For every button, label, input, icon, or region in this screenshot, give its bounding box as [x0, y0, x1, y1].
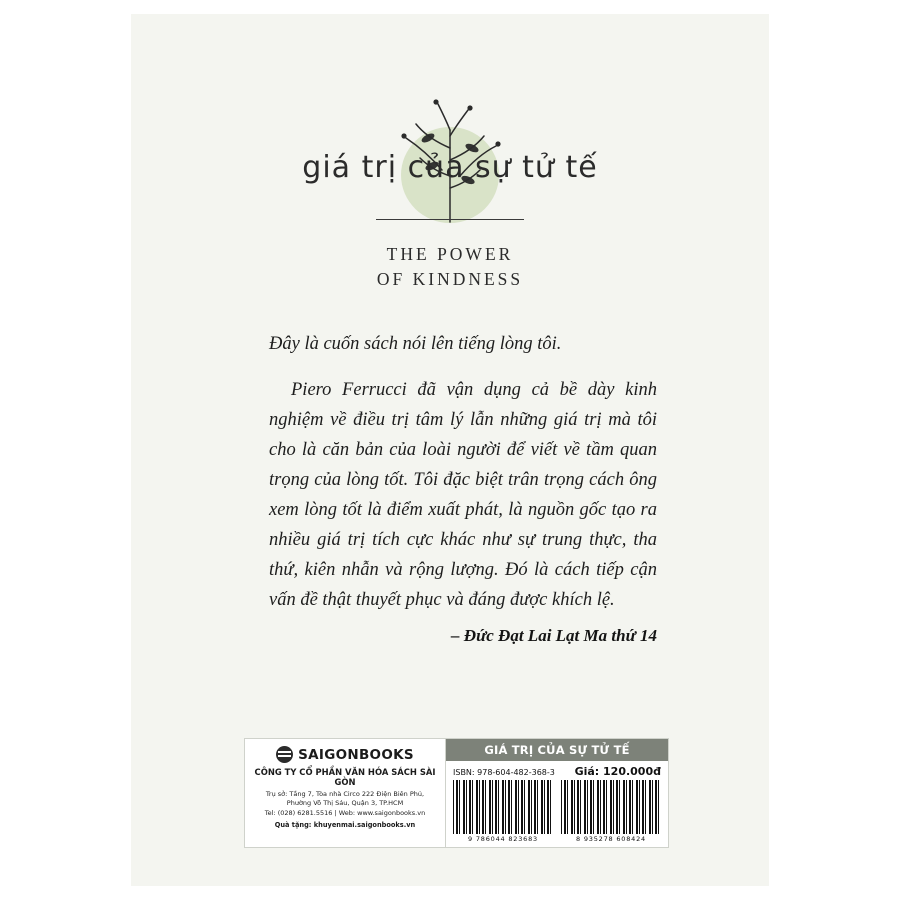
barcode-right [561, 780, 661, 843]
book-back-cover [131, 14, 769, 886]
english-title-line-1: THE POWER [386, 244, 514, 264]
barcode-left [453, 780, 553, 843]
blurb-text [269, 330, 657, 632]
isbn-panel [446, 739, 668, 847]
barcode-group [446, 780, 668, 847]
isbn-price-row [446, 761, 668, 780]
isbn-code: ISBN: 978-604-482-368-3 [453, 768, 555, 777]
publisher-company: CÔNG TY CỔ PHẦN VĂN HÓA SÁCH SÀI GÒN [254, 767, 436, 787]
publisher-gift-link: Quà tặng: khuyenmai.saigonbooks.vn [274, 821, 416, 830]
vietnamese-title: giá trị của sự tử tế [302, 150, 598, 185]
english-title [131, 242, 769, 293]
publisher-contact: Tel: (028) 6281.5516 | Web: www.saigonbooks.vn [264, 808, 426, 817]
cover-footer [244, 738, 669, 848]
barcode-left-digits: 9 786044 823683 [468, 835, 538, 843]
publisher-address-line-1: Trụ sở: Tầng 7, Tòa nhà Circo 222 Điện Biên Phủ, [265, 790, 425, 798]
cover-header [131, 14, 769, 290]
barcode-right-bars [561, 780, 661, 834]
publisher-logo-name: SAIGONBOOKS [298, 746, 414, 763]
isbn-panel-title: GIÁ TRỊ CỦA SỰ TỬ TẾ [446, 739, 668, 761]
saigonbooks-mark-icon [276, 746, 293, 763]
publisher-address-line-2: Phường Võ Thị Sáu, Quận 3, TP.HCM [286, 799, 404, 808]
blurb-attribution: – Đức Đạt Lai Lạt Ma thứ 14 [451, 626, 657, 645]
price-label: Giá: 120.000đ [574, 765, 661, 778]
barcode-left-bars [453, 780, 553, 834]
blurb-paragraph-1: Đây là cuốn sách nói lên tiếng lòng tôi. [269, 334, 562, 354]
barcode-right-digits: 8 935278 608424 [576, 835, 646, 843]
blurb-paragraph-2: Piero Ferrucci đã vận dụng cả bề dày kinh nghiệm về điều trị tâm lý lẫn những giá trị mà tôi cho là căn bản của loài người để viết về tầm quan trọng của lòng tốt. Tôi đặc biệt trân trọng cách ông xem lòng tốt là điểm xuất phát, là nguồn gốc tạo ra nhiều giá trị tích cực khác như sự trung thực, tha thứ, kiên nhẫn và rộng lượng. Đó là cách tiếp cận vấn đề thật thuyết phục và đáng được khích lệ. [269, 379, 657, 610]
english-title-line-2: OF KINDNESS [376, 269, 524, 290]
publisher-logo [251, 746, 439, 763]
publisher-info [245, 739, 446, 847]
title-divider [376, 219, 524, 220]
